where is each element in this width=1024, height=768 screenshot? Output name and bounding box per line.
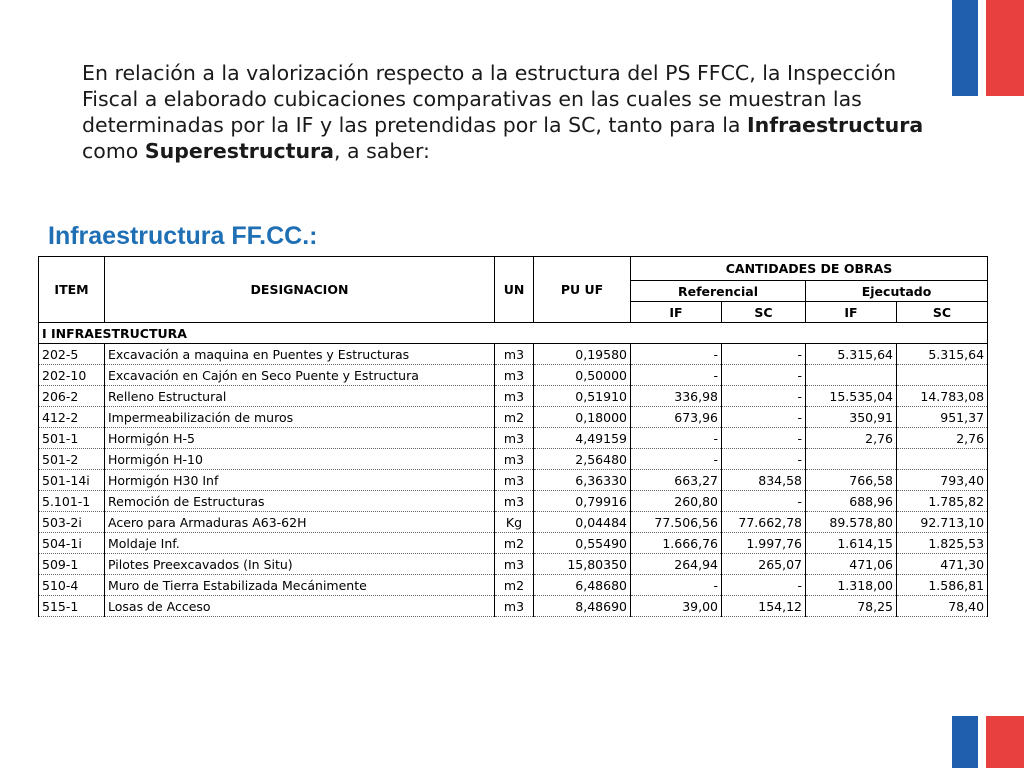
table-row: [39, 554, 988, 575]
cell-designacion: Hormigón H-5: [105, 428, 495, 449]
cell-item: 5.101-1: [39, 491, 105, 512]
cell-ref-sc: 154,12: [722, 596, 806, 617]
cell-pu: 15,80350: [534, 554, 631, 575]
cell-ref-if: -: [631, 575, 722, 596]
header-ejecutado: Ejecutado: [806, 281, 988, 302]
cell-designacion: Excavación en Cajón en Seco Puente y Estructura: [105, 365, 495, 386]
cell-ref-if: 1.666,76: [631, 533, 722, 554]
cell-eje-if: 2,76: [806, 428, 897, 449]
cell-ref-if: 663,27: [631, 470, 722, 491]
quantities-table: [38, 256, 988, 617]
header-eje-sc: SC: [897, 302, 988, 323]
intro-text-end: , a saber:: [334, 139, 430, 163]
table-row: [39, 407, 988, 428]
cell-item: 501-2: [39, 449, 105, 470]
header-referencial: Referencial: [631, 281, 806, 302]
cell-pu: 0,51910: [534, 386, 631, 407]
cell-designacion: Excavación a maquina en Puentes y Estructuras: [105, 344, 495, 365]
cell-pu: 6,48680: [534, 575, 631, 596]
cell-ref-if: 336,98: [631, 386, 722, 407]
cell-item: 510-4: [39, 575, 105, 596]
cell-designacion: Relleno Estructural: [105, 386, 495, 407]
cell-eje-if: [806, 365, 897, 386]
cell-un: m2: [495, 533, 534, 554]
cell-un: m3: [495, 449, 534, 470]
cell-eje-sc: 14.783,08: [897, 386, 988, 407]
cell-eje-sc: 471,30: [897, 554, 988, 575]
cell-un: m3: [495, 554, 534, 575]
intro-bold-superestructura: Superestructura: [144, 139, 334, 163]
section-title: Infraestructura FF.CC.:: [48, 222, 318, 250]
intro-text-mid: como: [82, 139, 145, 163]
cell-ref-sc: 834,58: [722, 470, 806, 491]
cell-ref-sc: -: [722, 491, 806, 512]
cell-ref-if: -: [631, 428, 722, 449]
cell-designacion: Remoción de Estructuras: [105, 491, 495, 512]
flag-red-stripe: [986, 0, 1024, 96]
cell-eje-if: 350,91: [806, 407, 897, 428]
flag-decoration-top: [952, 0, 1024, 96]
cell-eje-sc: 1.825,53: [897, 533, 988, 554]
cell-eje-if: [806, 449, 897, 470]
cell-eje-sc: 78,40: [897, 596, 988, 617]
cell-ref-sc: -: [722, 386, 806, 407]
header-cantidades: CANTIDADES DE OBRAS: [631, 257, 988, 281]
flag-decoration-bottom: [952, 716, 1024, 768]
flag-blue-stripe: [952, 716, 978, 768]
intro-text: En relación a la valorización respecto a la estructura del PS FFCC, la Inspección Fiscal a elaborado cubicaciones comparativas en las cuales se muestran las determinadas por la IF y las pretendidas por la SC, tanto para la: [82, 61, 897, 137]
header-designacion: DESIGNACION: [105, 257, 495, 323]
cell-item: 412-2: [39, 407, 105, 428]
cell-designacion: Muro de Tierra Estabilizada Mecánimente: [105, 575, 495, 596]
table-row: [39, 386, 988, 407]
cell-ref-if: 260,80: [631, 491, 722, 512]
cell-pu: 0,19580: [534, 344, 631, 365]
cell-eje-if: 471,06: [806, 554, 897, 575]
table-row: [39, 344, 988, 365]
cell-eje-sc: 5.315,64: [897, 344, 988, 365]
cell-ref-sc: -: [722, 344, 806, 365]
table-row: [39, 512, 988, 533]
cell-eje-sc: 793,40: [897, 470, 988, 491]
cell-item: 515-1: [39, 596, 105, 617]
table-row: [39, 449, 988, 470]
cell-pu: 8,48690: [534, 596, 631, 617]
cell-designacion: Losas de Acceso: [105, 596, 495, 617]
cell-un: m3: [495, 365, 534, 386]
cell-eje-if: 15.535,04: [806, 386, 897, 407]
cell-item: 501-14i: [39, 470, 105, 491]
cell-ref-sc: -: [722, 428, 806, 449]
cell-pu: 6,36330: [534, 470, 631, 491]
cell-eje-sc: 951,37: [897, 407, 988, 428]
header-pu: PU UF: [534, 257, 631, 323]
cell-designacion: Moldaje Inf.: [105, 533, 495, 554]
cell-ref-if: -: [631, 449, 722, 470]
cell-item: 202-10: [39, 365, 105, 386]
flag-red-stripe: [986, 716, 1024, 768]
cell-pu: 0,50000: [534, 365, 631, 386]
cell-pu: 0,04484: [534, 512, 631, 533]
cell-pu: 0,18000: [534, 407, 631, 428]
section-label: I INFRAESTRUCTURA: [39, 323, 988, 344]
table-body: [39, 323, 988, 617]
cell-ref-if: -: [631, 344, 722, 365]
header-item: ITEM: [39, 257, 105, 323]
cell-item: 503-2i: [39, 512, 105, 533]
cell-ref-if: 39,00: [631, 596, 722, 617]
cell-un: m3: [495, 344, 534, 365]
cell-eje-if: 5.315,64: [806, 344, 897, 365]
cell-ref-if: -: [631, 365, 722, 386]
cell-eje-sc: [897, 449, 988, 470]
cell-eje-sc: 92.713,10: [897, 512, 988, 533]
cell-designacion: Acero para Armaduras A63-62H: [105, 512, 495, 533]
cell-item: 501-1: [39, 428, 105, 449]
cell-item: 202-5: [39, 344, 105, 365]
cell-eje-if: 688,96: [806, 491, 897, 512]
cell-un: m3: [495, 386, 534, 407]
table-row: [39, 575, 988, 596]
table-row: [39, 491, 988, 512]
cell-ref-sc: 77.662,78: [722, 512, 806, 533]
cell-designacion: Hormigón H30 Inf: [105, 470, 495, 491]
header-eje-if: IF: [806, 302, 897, 323]
section-row: [39, 323, 988, 344]
cell-eje-if: 89.578,80: [806, 512, 897, 533]
cell-un: m3: [495, 491, 534, 512]
flag-gap: [978, 0, 986, 96]
cell-item: 504-1i: [39, 533, 105, 554]
table-row: [39, 533, 988, 554]
cell-eje-if: 766,58: [806, 470, 897, 491]
cell-ref-sc: -: [722, 407, 806, 428]
cell-un: m3: [495, 470, 534, 491]
cell-designacion: Impermeabilización de muros: [105, 407, 495, 428]
header-un: UN: [495, 257, 534, 323]
cell-eje-sc: 1.586,81: [897, 575, 988, 596]
cell-ref-sc: -: [722, 449, 806, 470]
cell-eje-sc: 2,76: [897, 428, 988, 449]
header-ref-sc: SC: [722, 302, 806, 323]
table-row: [39, 365, 988, 386]
cell-un: m3: [495, 428, 534, 449]
flag-gap: [978, 716, 986, 768]
cell-pu: 2,56480: [534, 449, 631, 470]
cell-designacion: Hormigón H-10: [105, 449, 495, 470]
intro-paragraph: [82, 60, 932, 164]
flag-blue-stripe: [952, 0, 978, 96]
header-ref-if: IF: [631, 302, 722, 323]
cell-eje-if: 1.318,00: [806, 575, 897, 596]
cell-un: m2: [495, 575, 534, 596]
intro-bold-infraestructura: Infraestructura: [746, 113, 924, 137]
cell-pu: 4,49159: [534, 428, 631, 449]
cell-ref-sc: 1.997,76: [722, 533, 806, 554]
cell-un: m3: [495, 596, 534, 617]
table-row: [39, 428, 988, 449]
cell-item: 509-1: [39, 554, 105, 575]
cell-eje-sc: 1.785,82: [897, 491, 988, 512]
cell-pu: 0,79916: [534, 491, 631, 512]
cell-ref-sc: -: [722, 365, 806, 386]
cell-pu: 0,55490: [534, 533, 631, 554]
cell-ref-sc: -: [722, 575, 806, 596]
cell-eje-if: 78,25: [806, 596, 897, 617]
cell-ref-if: 77.506,56: [631, 512, 722, 533]
cell-ref-sc: 265,07: [722, 554, 806, 575]
cell-ref-if: 673,96: [631, 407, 722, 428]
table-row: [39, 470, 988, 491]
cell-item: 206-2: [39, 386, 105, 407]
table-row: [39, 596, 988, 617]
cell-eje-sc: [897, 365, 988, 386]
cell-ref-if: 264,94: [631, 554, 722, 575]
cell-un: Kg: [495, 512, 534, 533]
cell-eje-if: 1.614,15: [806, 533, 897, 554]
cell-un: m2: [495, 407, 534, 428]
cell-designacion: Pilotes Preexcavados (In Situ): [105, 554, 495, 575]
